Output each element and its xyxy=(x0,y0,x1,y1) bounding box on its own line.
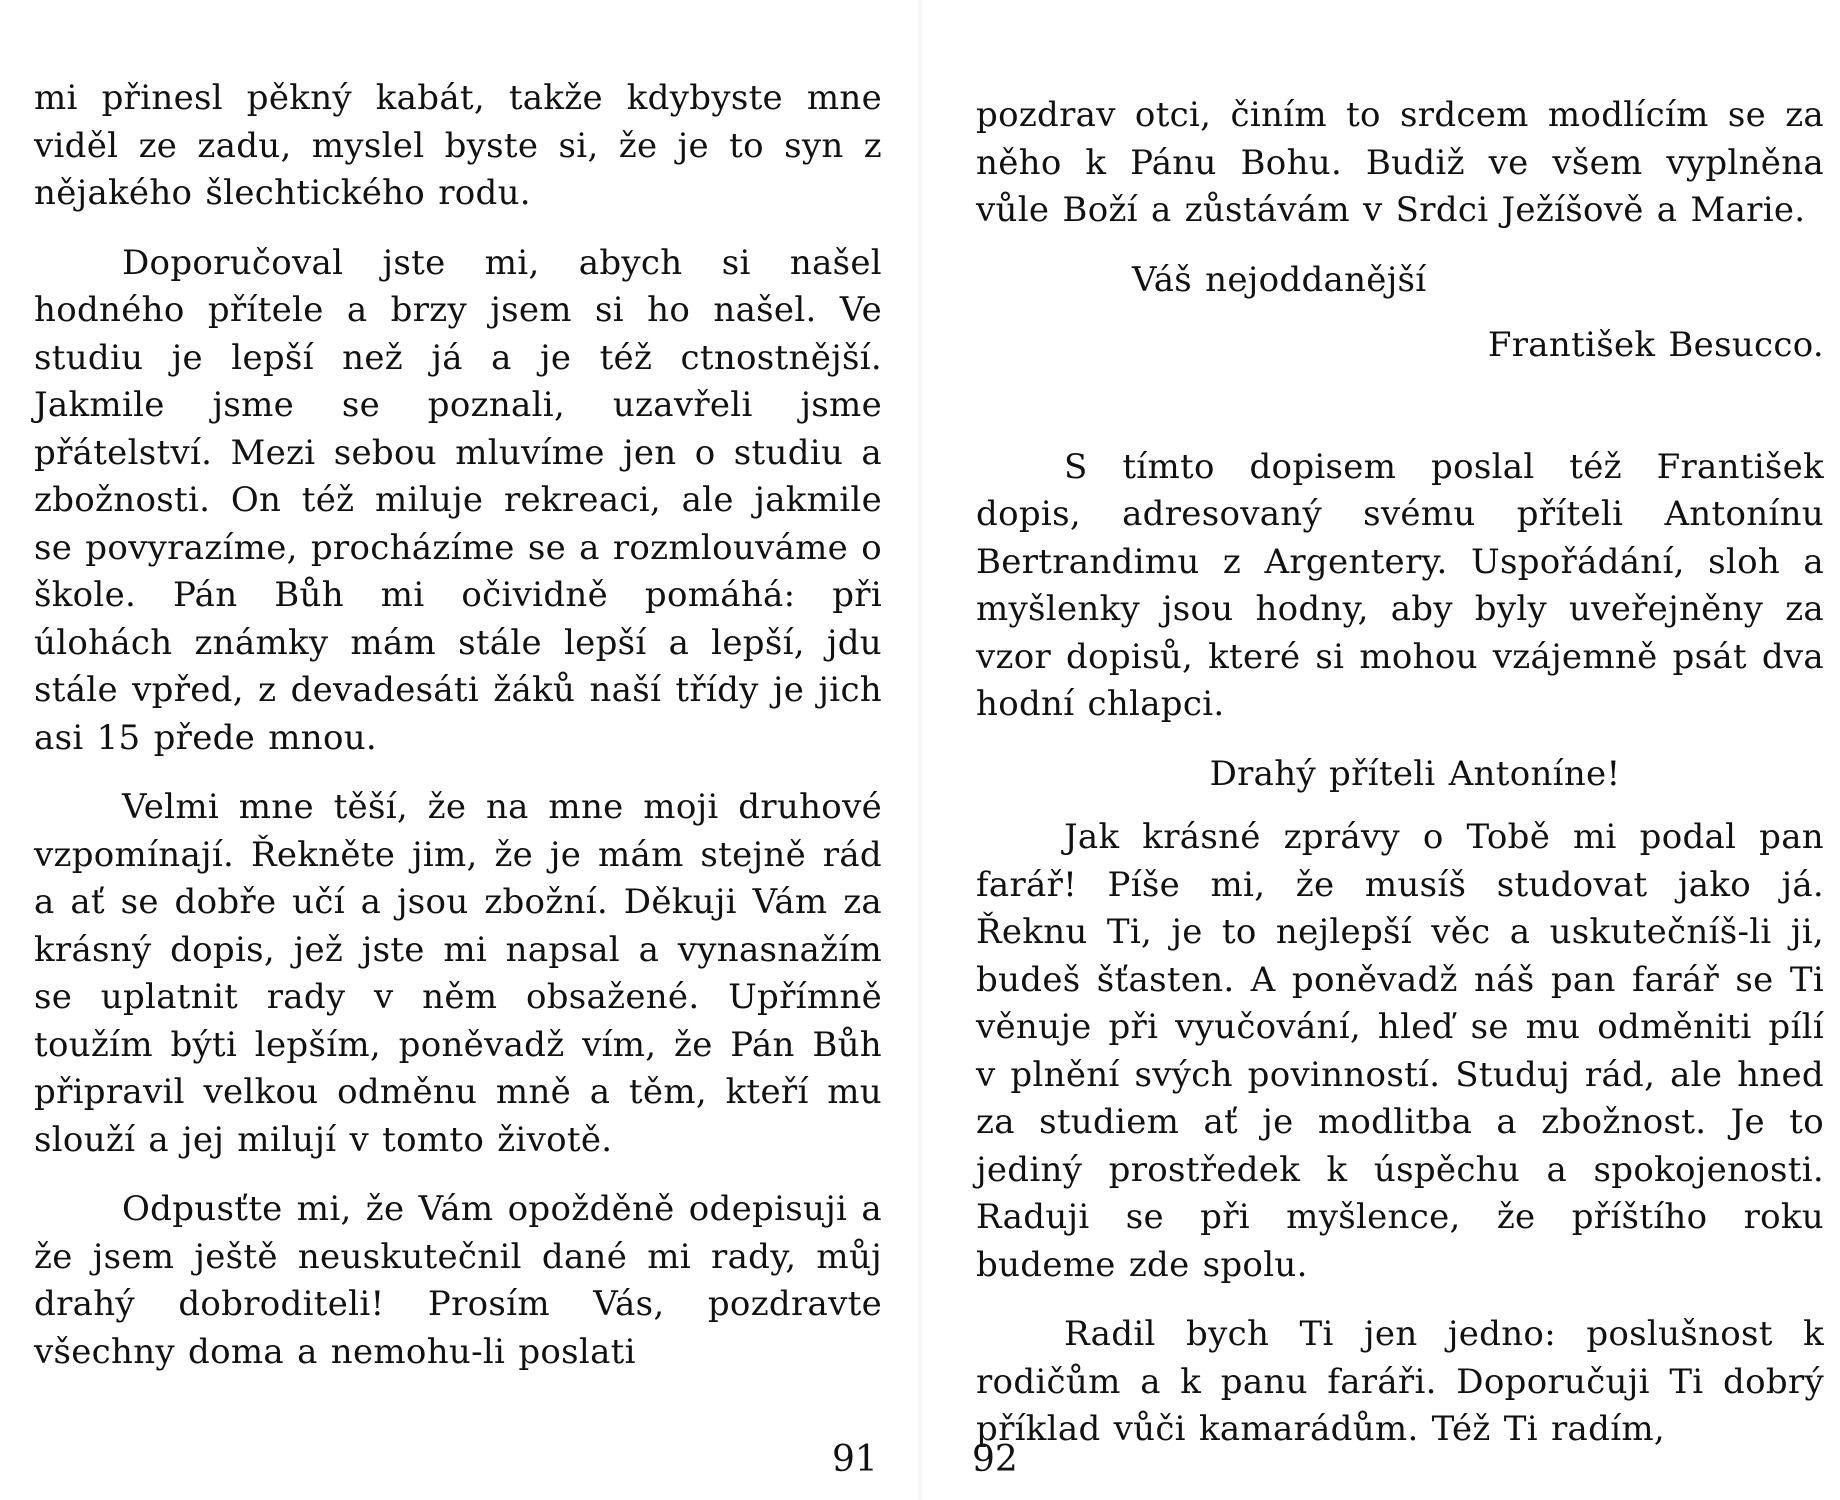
letter-salutation: Drahý příteli Antoníne! xyxy=(1209,753,1621,794)
page-number-left: 91 xyxy=(832,1439,878,1480)
letter-closing-greeting: Váš nejoddanější xyxy=(1132,259,1427,300)
left-paragraph-1: mi přinesl pěkný kabát, takže kdybyste mne viděl ze zadu, myslel byste si, že je to syn z nějakého šlechtického rodu. xyxy=(34,78,882,213)
narration-paragraph: S tímto dopisem poslal též František dopis, adresovaný svému příteli Antonínu Bertrandimu z Argentery. Uspořádání, sloh a myšlenky jsou hodny, aby byly uveřejněny za vzor dopisů, které si mohou vzájemně psát dva hodní chlapci. xyxy=(976,446,1824,724)
letter-paragraph-1: Jak krásné zprávy o Tobě mi podal pan farář! Píše mi, že musíš studovat jako já. Řeknu Ti, je to nejlepší věc a uskutečníš-li ji, budeš šťasten. A poněvadž náš pan farář se Ti věnuje při vyučování, hleď se mu odměniti pílí v plnění svých povinností. Studuj rád, ale hned za studiem ať je modlitba a zbožnost. Je to jediný prostředek k úspěchu a spokojenosti. Raduji se při myšlence, že příštího roku budeme zde spolu. xyxy=(976,817,1824,1285)
right-opening-paragraph: pozdrav otci, činím to srdcem modlícím se za něho k Pánu Bohu. Budiž ve všem vyplněna vůle Boží a zůstávám v Srdci Ježíšově a Marie. xyxy=(976,95,1824,230)
letter-signature: František Besucco. xyxy=(1487,325,1824,365)
right-page xyxy=(920,0,1840,1500)
left-paragraph-3: Velmi mne těší, že na mne moji druhové vzpomínají. Řekněte jim, že je mám stejně rád a ať se dobře učí a jsou zbožní. Děkuji Vám za krásný dopis, jež jste mi napsal a vynasnažím se uplatnit rady v něm obsažené. Upřímně toužím býti lepším, poněvadž vím, že Pán Bůh připravil velkou odměnu mně a těm, kteří mu slouží a jej milují v tomto životě. xyxy=(34,787,882,1160)
right-page-text-column xyxy=(976,92,1824,1476)
left-paragraph-2: Doporučoval jste mi, abych si našel hodného přítele a brzy jsem si ho našel. Ve studiu je lepší než já a je též ctnostnější. Jakmile jsme se poznali, uzavřeli jsme přátelství. Mezi sebou mluvíme jen o studiu a zbožnosti. On též miluje rekreaci, ale jakmile se povyrazíme, procházíme se a rozmlouváme o škole. Pán Bůh mi očividně pomáhá: při úlohách známky mám stále lepší a lepší, jdu stále vpřed, z devadesáti žáků naší třídy je jich asi 15 přede mnou. xyxy=(34,242,882,758)
page-number-right: 92 xyxy=(972,1439,1018,1480)
letter-paragraph-2: Radil bych Ti jen jedno: poslušnost k rodičům a k panu faráři. Doporučuji Ti dobrý příklad vůči kamarádům. Též Ti radím, xyxy=(976,1314,1824,1449)
left-page-text-column xyxy=(34,75,882,1398)
left-paragraph-4: Odpusťte mi, že Vám opožděně odepisuji a že jsem ještě neuskutečnil dané mi rady, můj drahý dobroditeli! Prosím Vás, pozdravte všechny doma a nemohu-li poslati xyxy=(34,1189,882,1372)
